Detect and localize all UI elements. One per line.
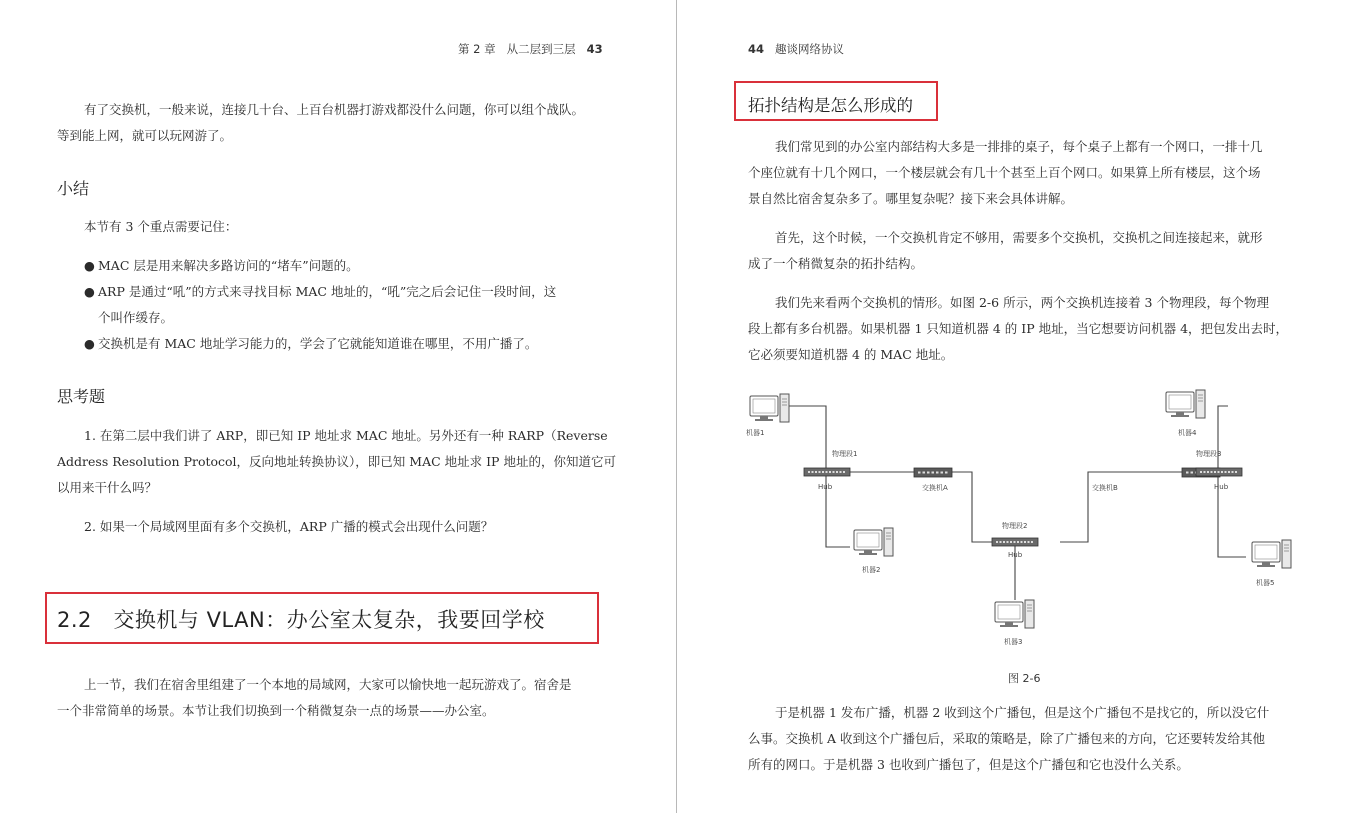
para3-line-2: 段上都有多台机器。如果机器 1 只知道机器 4 的 IP 地址，当它想要访问机器 4，把包发出去时， bbox=[748, 321, 1289, 336]
para1-line-3: 景自然比宿舍复杂多了。哪里复杂呢？接下来会具体讲解。 bbox=[748, 191, 1074, 206]
hub2-icon bbox=[992, 538, 1038, 546]
questions-heading: 思考题 bbox=[57, 387, 106, 406]
intro-line-1: 有了交换机，一般来说，连接几十台、上百台机器打游戏都没什么问题，你可以组个战队。 bbox=[84, 102, 585, 117]
section-title-text: 交换机与 VLAN：办公室太复杂，我要回学校 bbox=[113, 608, 545, 632]
segment1-label: 物理段1 bbox=[832, 450, 858, 458]
machine3-label: 机器3 bbox=[1004, 638, 1023, 646]
summary-heading: 小结 bbox=[57, 179, 90, 198]
question1-line-2: Address Resolution Protocol，反向地址转换协议），即已知 MAC 地址求 IP 地址的，你知道它可 bbox=[57, 454, 616, 469]
question2: 2. 如果一个局域网里面有多个交换机，ARP 广播的模式会出现什么问题？ bbox=[84, 519, 494, 534]
segment3-label: 物理段3 bbox=[1196, 450, 1222, 458]
page-number: 43 bbox=[586, 42, 603, 56]
running-header-right bbox=[748, 41, 844, 57]
bullet-icon: ● bbox=[84, 336, 95, 351]
para2-line-1: 首先，这个时候，一个交换机肯定不够用，需要多个交换机，交换机之间连接起来，就形 bbox=[775, 230, 1263, 245]
hub3-icon bbox=[1196, 468, 1242, 476]
summary-item-1: ● MAC 层是用来解决多路访问的“堵车”问题的。 bbox=[84, 253, 359, 279]
chapter-title: 从二层到三层 bbox=[506, 42, 576, 56]
chapter-label: 第 2 章 bbox=[458, 42, 496, 56]
page-divider bbox=[676, 0, 677, 813]
section-number: 2.2 bbox=[57, 608, 92, 632]
summary-item-2-cont: 个叫作缓存。 bbox=[98, 310, 174, 325]
network-diagram bbox=[748, 382, 1298, 652]
section-body-line-1: 上一节，我们在宿舍里组建了一个本地的局域网，大家可以愉快地一起玩游戏了。宿舍是 bbox=[84, 677, 572, 692]
segment2-label: 物理段2 bbox=[1002, 522, 1028, 530]
bullet-icon: ● bbox=[84, 258, 95, 273]
book-title: 趣谈网络协议 bbox=[774, 42, 844, 56]
machine4-computer-icon bbox=[1166, 390, 1205, 418]
para3-line-3: 它必须要知道机器 4 的 MAC 地址。 bbox=[748, 347, 954, 362]
machine2-computer-icon bbox=[854, 528, 893, 556]
para4-line-2: 么事。交换机 A 收到这个广播包后，采取的策略是，除了广播包来的方向，它还要转发给其他 bbox=[748, 731, 1265, 746]
para3-line-1: 我们先来看两个交换机的情形。如图 2-6 所示，两个交换机连接着 3 个物理段，每个物理 bbox=[775, 295, 1269, 310]
hub1-icon bbox=[804, 468, 850, 476]
left-page bbox=[0, 0, 676, 813]
right-page bbox=[678, 0, 1356, 813]
machine3-computer-icon bbox=[995, 600, 1034, 628]
hub3-label: Hub bbox=[1214, 483, 1229, 491]
machine1-computer-icon bbox=[750, 394, 789, 422]
section-body-line-2: 一个非常简单的场景。本节让我们切换到一个稍微复杂一点的场景——办公室。 bbox=[57, 703, 495, 718]
switch-b-label: 交换机B bbox=[1092, 484, 1118, 492]
summary-item-3: ● 交换机是有 MAC 地址学习能力的，学会了它就能知道谁在哪里，不用广播了。 bbox=[84, 331, 537, 357]
diagram-links bbox=[785, 406, 1246, 600]
para4-line-1: 于是机器 1 发布广播，机器 2 收到这个广播包，但是这个广播包不是找它的，所以没它什 bbox=[775, 705, 1270, 720]
page-number: 44 bbox=[748, 42, 765, 56]
intro-line-2: 等到能上网，就可以玩网游了。 bbox=[57, 128, 233, 143]
para1-line-2: 个座位就有十几个网口，一个楼层就会有几十个甚至上百个网口。如果算上所有楼层，这个场 bbox=[748, 165, 1261, 180]
figure-caption: 图 2-6 bbox=[1008, 672, 1041, 685]
para4-line-3: 所有的网口。于是机器 3 也收到广播包了，但是这个广播包和它也没什么关系。 bbox=[748, 757, 1189, 772]
para1-line-1: 我们常见到的办公室内部结构大多是一排排的桌子，每个桌子上都有一个网口，一排十几 bbox=[775, 139, 1263, 154]
bullet-icon: ● bbox=[84, 284, 95, 299]
question1-line-3: 以用来干什么吗？ bbox=[57, 480, 158, 495]
machine2-label: 机器2 bbox=[862, 566, 881, 574]
question1-line-1: 1. 在第二层中我们讲了 ARP，即已知 IP 地址求 MAC 地址。另外还有一种 RARP（Reverse bbox=[84, 428, 608, 443]
section-title bbox=[57, 604, 545, 634]
machine5-computer-icon bbox=[1252, 540, 1291, 568]
machine5-label: 机器5 bbox=[1256, 579, 1275, 587]
subsection-title: 拓扑结构是怎么形成的 bbox=[748, 96, 913, 115]
running-header-left bbox=[458, 41, 603, 57]
para2-line-2: 成了一个稍微复杂的拓扑结构。 bbox=[748, 256, 924, 271]
machine4-label: 机器4 bbox=[1178, 429, 1197, 437]
hub1-label: Hub bbox=[818, 483, 833, 491]
hub2-label: Hub bbox=[1008, 551, 1023, 559]
summary-item-2: ● ARP 是通过“吼”的方式来寻找目标 MAC 地址的，“吼”完之后会记住一段时间，这 bbox=[84, 279, 556, 305]
switch-a-label: 交换机A bbox=[922, 484, 948, 492]
summary-intro: 本节有 3 个重点需要记住： bbox=[84, 219, 238, 234]
machine1-label: 机器1 bbox=[746, 429, 765, 437]
switch-a-icon bbox=[914, 468, 952, 477]
